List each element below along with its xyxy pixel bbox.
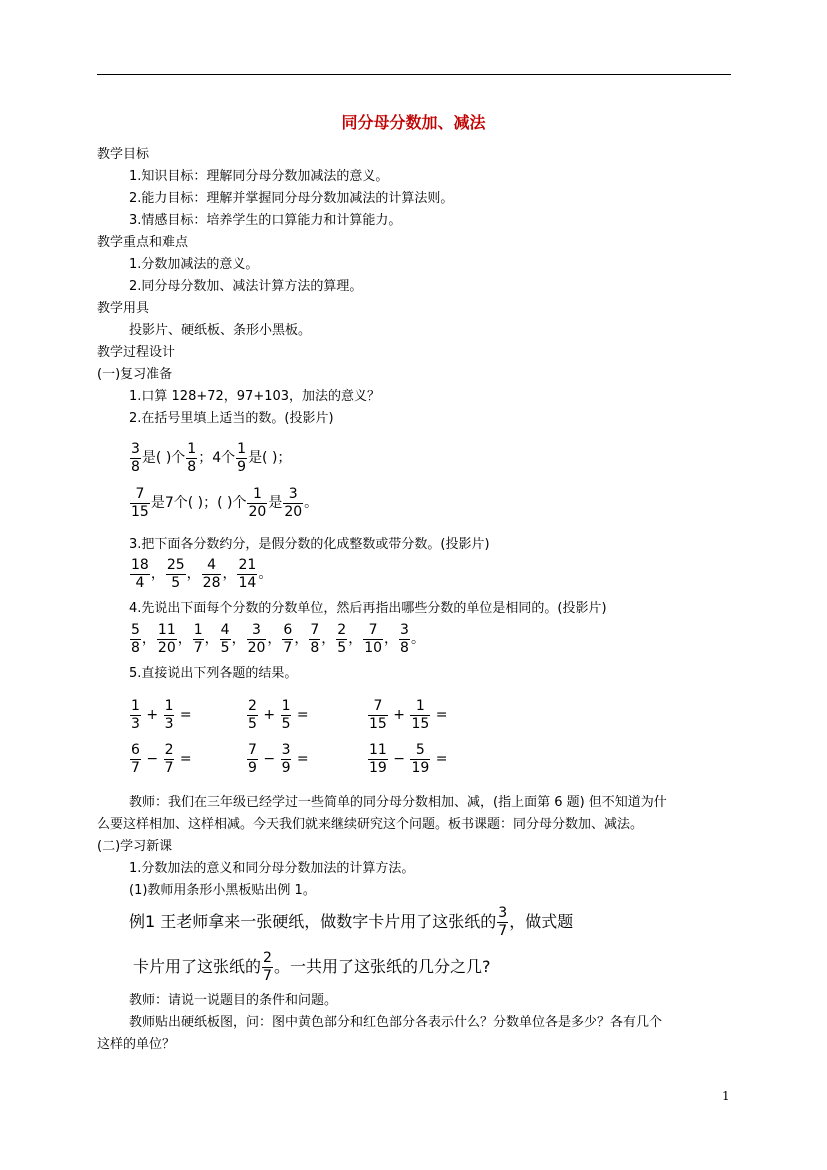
fraction: $\frac{3}{8}$ <box>400 621 409 656</box>
review-item-3: 3.把下面各分数约分，是假分数的化成整数或带分数。(投影片) <box>129 537 490 552</box>
example-text: 。一共用了这张纸的几分之几? <box>273 957 491 976</box>
example-1-line-2 <box>133 949 490 985</box>
separator: ， <box>204 631 219 647</box>
header-rule <box>97 74 731 75</box>
fraction: $\frac{7}{8}$ <box>310 621 320 656</box>
fraction: $\frac{5}{19}$ <box>411 741 430 776</box>
example-text: 卡片用了这张纸的 <box>133 957 262 976</box>
example-text: ，做式题 <box>509 912 574 931</box>
operator: + <box>141 707 163 723</box>
equals-sign: = <box>175 751 192 767</box>
teacher-remark-1a: 教师：我们在三年级已经学过一些简单的同分母分数相加、减，(指上面第 6 题) 但不知道为什 <box>129 795 667 810</box>
goal-1: 1.知识目标：理解同分母分数加减法的意义。 <box>129 169 389 184</box>
fraction: $\frac{3}{20}$ <box>247 621 266 656</box>
fraction: $\frac{3}{8}$ <box>131 440 140 475</box>
equals-sign: = <box>292 707 309 723</box>
fill-text: 是( )； <box>248 450 292 466</box>
arithmetic-problem <box>367 741 447 778</box>
operator: − <box>388 751 410 767</box>
separator: 。 <box>258 566 273 582</box>
fill-text: ；4个 <box>198 450 236 466</box>
fraction: $\frac{4}{5}$ <box>220 621 230 656</box>
fraction: $\frac{11}{19}$ <box>369 741 387 776</box>
fill-text: 是 <box>268 495 283 511</box>
tools-text: 投影片、硬纸板、条形小黑板。 <box>129 323 312 338</box>
fraction: $\frac{1}{3}$ <box>164 697 174 732</box>
operator: + <box>388 707 410 723</box>
separator: ， <box>222 566 237 582</box>
fill-text: 。 <box>304 495 319 511</box>
equals-sign: = <box>431 751 448 767</box>
separator: ， <box>141 631 156 647</box>
fraction: $\frac{1}{20}$ <box>248 485 267 520</box>
fraction: $\frac{4}{28}$ <box>202 556 221 591</box>
section-heading-goals: 教学目标 <box>97 147 150 162</box>
fill-line-1 <box>129 440 291 477</box>
separator: ， <box>348 631 363 647</box>
review-item-5: 5.直接说出下列各题的结果。 <box>129 666 298 681</box>
page-title: 同分母分数加、减法 <box>341 113 486 132</box>
example-1-line-1 <box>129 904 573 940</box>
fraction: $\frac{1}{8}$ <box>187 440 197 475</box>
fraction: $\frac{2}{7}$ <box>263 950 272 984</box>
section-heading-new: (二)学习新课 <box>97 839 173 854</box>
arithmetic-problem <box>246 741 309 778</box>
separator: ， <box>186 566 201 582</box>
separator: 。 <box>410 631 425 647</box>
page-number: 1 <box>722 1089 730 1103</box>
reduce-fractions-row <box>129 556 272 593</box>
unit-fractions-row <box>129 621 425 658</box>
separator: ， <box>267 631 282 647</box>
separator: ， <box>294 631 309 647</box>
fraction: $\frac{1}{3}$ <box>131 697 140 732</box>
new-item-1a: (1)教师用条形小黑板贴出例 1。 <box>129 883 316 898</box>
operator: + <box>258 707 280 723</box>
fraction: $\frac{2}{5}$ <box>337 621 347 656</box>
goal-2: 2.能力目标：理解并掌握同分母分数加减法的计算法则。 <box>129 191 454 206</box>
separator: ， <box>321 631 336 647</box>
separator: ， <box>384 631 399 647</box>
fraction: $\frac{3}{9}$ <box>281 741 291 776</box>
teacher-remark-2: 教师：请说一说题目的条件和问题。 <box>129 993 338 1008</box>
fraction: $\frac{11}{20}$ <box>157 621 176 656</box>
separator: ， <box>231 631 246 647</box>
section-heading-key: 教学重点和难点 <box>97 235 189 250</box>
fraction: $\frac{6}{7}$ <box>283 621 293 656</box>
fraction: $\frac{21}{14}$ <box>238 556 257 591</box>
review-item-4: 4.先说出下面每个分数的分数单位，然后再指出哪些分数的单位是相同的。(投影片) <box>129 601 607 616</box>
section-heading-tools: 教学用具 <box>97 301 150 316</box>
arithmetic-problem <box>129 697 192 734</box>
fraction: $\frac{2}{7}$ <box>164 741 174 776</box>
fraction: $\frac{1}{5}$ <box>281 697 291 732</box>
separator: ， <box>150 566 165 582</box>
teacher-remark-3a: 教师贴出硬纸板图，问：图中黄色部分和红色部分各表示什么？分数单位各是多少？各有几个 <box>129 1015 663 1030</box>
key-2: 2.同分母分数加、减法计算方法的算理。 <box>129 279 363 294</box>
equals-sign: = <box>431 707 448 723</box>
arithmetic-problem <box>129 741 192 778</box>
separator: ， <box>177 631 192 647</box>
fraction: $\frac{5}{8}$ <box>131 621 140 656</box>
fraction: $\frac{3}{7}$ <box>498 905 508 939</box>
fraction: $\frac{7}{9}$ <box>248 741 257 776</box>
teacher-remark-1b: 么要这样相加、这样相减。今天我们就来继续研究这个问题。板书课题：同分母分数加、减法。 <box>97 817 644 832</box>
equals-sign: = <box>292 751 309 767</box>
teacher-remark-3b: 这样的单位？ <box>97 1037 176 1052</box>
fraction: $\frac{25}{5}$ <box>166 556 185 591</box>
arithmetic-problem <box>367 697 447 734</box>
fraction: $\frac{2}{5}$ <box>248 697 257 732</box>
fraction: $\frac{7}{15}$ <box>369 697 387 732</box>
fraction: $\frac{7}{15}$ <box>131 485 149 520</box>
equals-sign: = <box>175 707 192 723</box>
example-text: 例1 王老师拿来一张硬纸，做数字卡片用了这张纸的 <box>129 912 497 931</box>
fraction: $\frac{3}{20}$ <box>284 485 303 520</box>
fraction: $\frac{7}{10}$ <box>364 621 383 656</box>
operator: − <box>258 751 280 767</box>
fraction: $\frac{1}{9}$ <box>237 440 247 475</box>
new-item-1: 1.分数加法的意义和同分母分数加法的计算方法。 <box>129 861 415 876</box>
fill-text: 是7个( )；( )个 <box>150 495 247 511</box>
section-heading-process: 教学过程设计 <box>97 345 176 360</box>
fill-text: 是( )个 <box>141 450 186 466</box>
fill-line-2 <box>129 485 318 522</box>
key-1: 1.分数加减法的意义。 <box>129 257 259 272</box>
review-item-2: 2.在括号里填上适当的数。(投影片) <box>129 411 334 426</box>
operator: − <box>141 751 163 767</box>
goal-3: 3.情感目标：培养学生的口算能力和计算能力。 <box>129 213 402 228</box>
arithmetic-problem <box>246 697 309 734</box>
fraction: $\frac{18}{4}$ <box>131 556 149 591</box>
fraction: $\frac{6}{7}$ <box>131 741 140 776</box>
fraction: $\frac{1}{7}$ <box>193 621 203 656</box>
fraction: $\frac{1}{15}$ <box>411 697 430 732</box>
section-heading-review: (一)复习准备 <box>97 367 173 382</box>
review-item-1: 1.口算 128+72，97+103，加法的意义？ <box>129 389 381 404</box>
